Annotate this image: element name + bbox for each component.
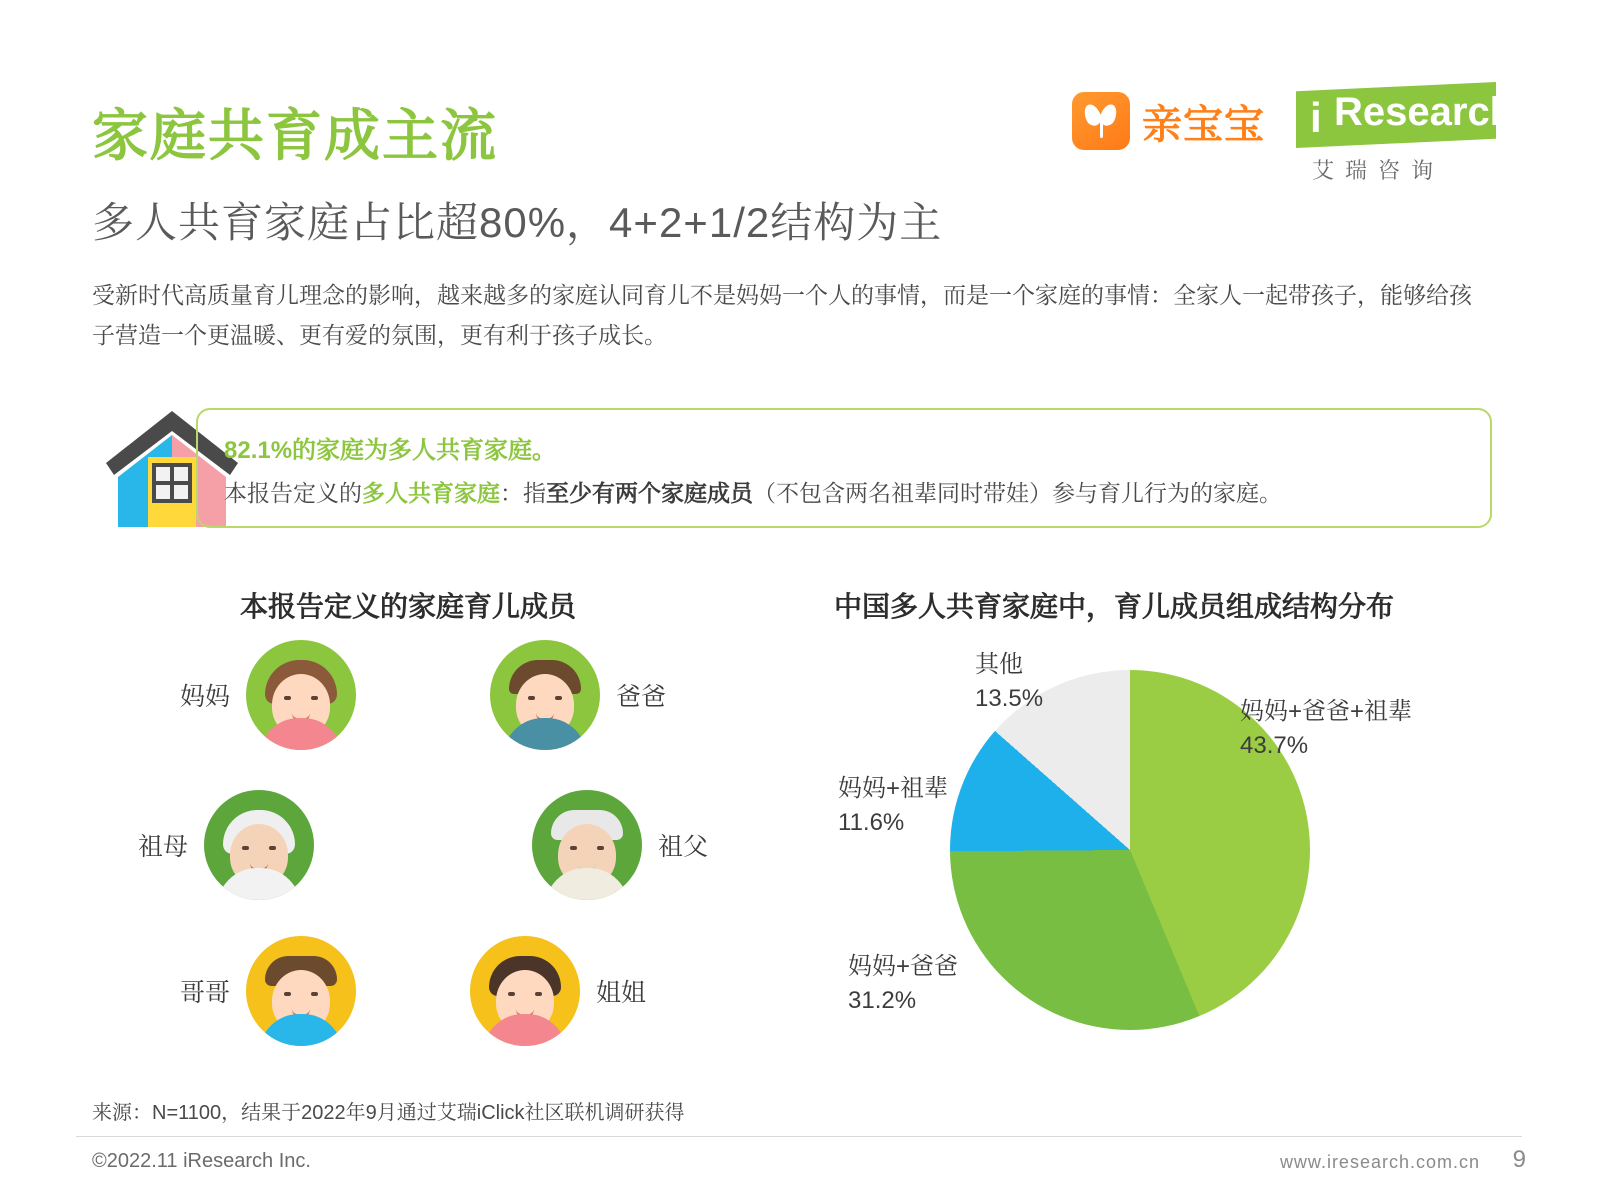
pie-label-mother-grandparent (838, 772, 988, 840)
page-subtitle: 多人共育家庭占比超80%，4+2+1/2结构为主 (92, 199, 943, 246)
sister-avatar-icon (470, 936, 580, 1046)
pie-label-mfgz-name: 妈妈+爸爸+祖辈 (1240, 698, 1413, 725)
member-father (490, 640, 666, 750)
pie-label-mf-value: 31.2% (848, 987, 917, 1014)
mother-avatar-icon (246, 640, 356, 750)
website-url: www.iresearch.com.cn (1279, 1152, 1480, 1172)
pie-label-mother-father (848, 950, 1008, 1018)
member-mother (180, 640, 356, 750)
callout-def-part2: ：指 (500, 480, 546, 506)
copyright-text: ©2022.11 iResearch Inc. (92, 1150, 311, 1172)
callout-def-hl2: 至少有两个家庭成员 (546, 480, 753, 506)
callout-def-part1: 本报告定义的 (224, 480, 362, 506)
member-label: 姐姐 (596, 979, 647, 1007)
iresearch-logo-cn: 艾瑞咨询 (1312, 158, 1445, 183)
sprout-icon (1072, 92, 1130, 150)
callout-definition (224, 475, 1464, 508)
grandmother-avatar-icon (204, 790, 314, 900)
member-grandmother (138, 790, 314, 900)
pie-label-mfgz-value: 43.7% (1240, 732, 1309, 759)
qinbaobao-logo-text: 亲宝宝 (1142, 102, 1265, 147)
callout-def-part3: （不包含两名祖辈同时带娃）参与育儿行为的家庭。 (753, 480, 1282, 506)
iresearch-logo-i: i (1310, 94, 1322, 141)
right-panel-title: 中国多人共育家庭中，育儿成员组成结构分布 (834, 591, 1395, 622)
pie-label-mgz-value: 11.6% (838, 809, 905, 836)
member-label: 祖父 (658, 833, 709, 861)
source-note: 来源：N=1100，结果于2022年9月通过艾瑞iClick社区联机调研获得 (92, 1102, 685, 1124)
member-sister (470, 936, 646, 1046)
member-label: 妈妈 (180, 683, 231, 711)
grandfather-avatar-icon (532, 790, 642, 900)
member-label: 祖母 (138, 833, 189, 861)
page-title: 家庭共育成主流 (92, 104, 498, 167)
member-grandfather (532, 790, 708, 900)
footer-divider (76, 1136, 1522, 1137)
iresearch-logo (1288, 80, 1515, 190)
callout-headline: 82.1%的家庭为多人共育家庭。 (224, 437, 557, 464)
callout-def-hl1: 多人共育家庭 (362, 480, 500, 506)
qinbaobao-logo (1072, 92, 1265, 150)
member-brother (180, 936, 356, 1046)
pie-label-other-name: 其他 (975, 651, 1023, 678)
callout-box (196, 408, 1492, 528)
iresearch-logo-word: Research (1334, 90, 1515, 134)
family-members-group (120, 640, 760, 1060)
page-number: 9 (1512, 1146, 1526, 1173)
brother-avatar-icon (246, 936, 356, 1046)
pie-label-mgz-name: 妈妈+祖辈 (838, 775, 949, 802)
member-label: 哥哥 (180, 979, 231, 1007)
pie-label-other-value: 13.5% (975, 685, 1044, 712)
left-panel-title: 本报告定义的家庭育儿成员 (240, 591, 577, 622)
intro-paragraph: 受新时代高质量育儿理念的影响，越来越多的家庭认同育儿不是妈妈一个人的事情，而是一个家庭的事情：全家人一起带孩子，能够给孩子营造一个更温暖、更有爱的氛围，更有利于孩子成长。 (92, 282, 1472, 348)
pie-label-mf-name: 妈妈+爸爸 (848, 953, 959, 980)
pie-label-other (975, 648, 1095, 716)
pie-label-mother-father-grandparent (1240, 695, 1470, 763)
father-avatar-icon (490, 640, 600, 750)
member-label: 爸爸 (616, 683, 667, 711)
